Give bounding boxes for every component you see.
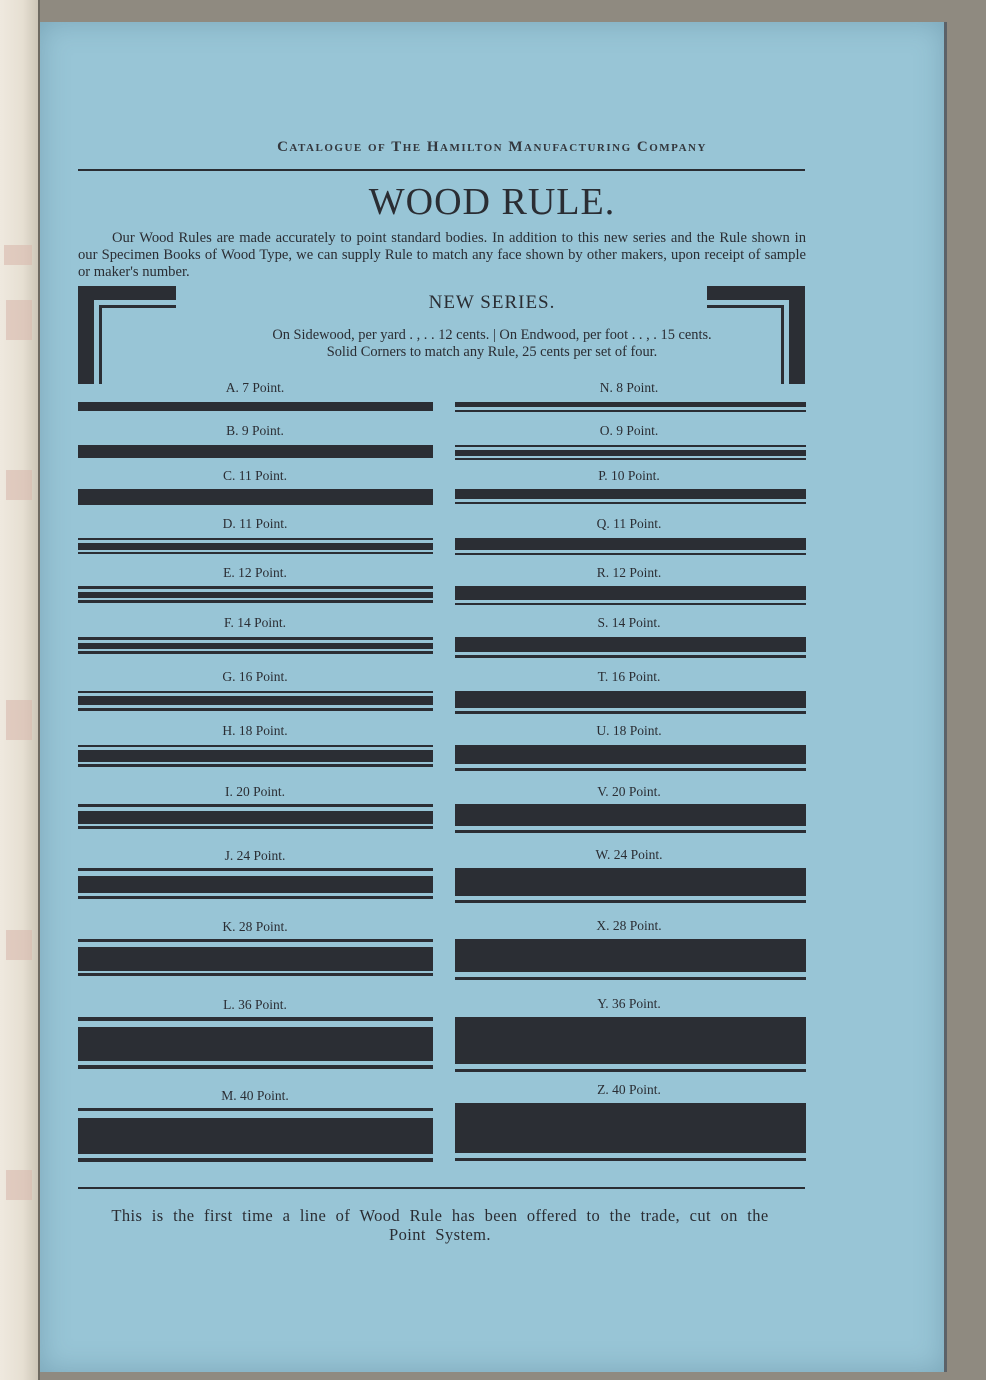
rule-bar [78,586,433,589]
rule-label: C. 11 Point. [222,468,287,483]
rule-bar [78,811,433,824]
rule-bar [78,896,433,899]
rule-specimen [78,538,433,554]
rule-label: U. 18 Point. [596,723,662,738]
rule-specimen [78,637,433,654]
rule-bar [78,939,433,942]
rule-bar [455,553,806,555]
page-title: WOOD RULE. [368,181,616,223]
rule-bar [78,868,433,871]
rule-bar [455,745,806,764]
rule-bar [78,543,433,550]
rule-bar [78,750,433,762]
rule-label: E. 12 Point. [223,565,287,580]
rule-specimen [78,402,433,411]
rule-bar [78,1065,433,1069]
rule-specimen [78,868,433,899]
rule-bar [455,450,806,456]
adjacent-page-print-fragment [6,700,32,740]
rule-specimen [455,1103,806,1161]
rule-label: D. 11 Point. [222,516,288,531]
rule-bar [455,538,806,550]
rule-bar [78,1027,433,1061]
rule-bar [78,804,433,807]
rule-label: N. 8 Point. [599,380,659,395]
rule-bar [78,538,433,540]
rule-specimen [455,1017,806,1072]
rule-bar [455,603,806,605]
rule-bar [78,947,433,971]
rule-bar [455,1069,806,1072]
rule-bar [78,708,433,711]
rule-specimen [78,1017,433,1069]
rule-bar [78,745,433,747]
rule-specimen [455,939,806,980]
rule-bar [455,711,806,714]
section-subtitle: NEW SERIES. [428,292,556,313]
rule-specimen [455,745,806,771]
rule-bar [455,768,806,771]
rule-label: Q. 11 Point. [596,516,662,531]
rule-bar [78,600,433,603]
rule-specimen [455,586,806,605]
price-line-sidewood-endwood: On Sidewood, per yard . , . . 12 cents. | On Endwood, per foot . . , . 15 cents. [272,327,712,343]
rule-label: H. 18 Point. [222,723,288,738]
rule-label: T. 16 Point. [597,669,661,684]
rule-bar [78,651,433,654]
rule-bar [455,637,806,652]
rule-bar [455,586,806,600]
rule-label: K. 28 Point. [222,919,288,934]
rule-bar [455,445,806,447]
rule-bar [455,900,806,903]
rule-bar [78,876,433,893]
rule-specimen [78,1108,433,1162]
rule-bar [78,973,433,976]
rule-bar [455,489,806,499]
rule-label: F. 14 Point. [224,615,286,630]
rule-bar [455,939,806,972]
footer-rule [78,1187,805,1189]
rule-specimen [455,868,806,903]
rule-label: P. 10 Point. [598,468,660,483]
rule-specimen [455,489,806,504]
rule-specimen [78,939,433,976]
rule-label: I. 20 Point. [224,784,285,799]
price-line-corners: Solid Corners to match any Rule, 25 cents per set of four. [326,344,658,360]
adjacent-page-print-fragment [4,245,32,265]
rule-specimen [78,691,433,711]
rule-bar [78,1017,433,1021]
rule-bar [455,402,806,407]
rule-bar [455,868,806,896]
header-rule [78,169,805,171]
rule-specimen [78,445,433,458]
rule-bar [78,764,433,767]
rule-label: S. 14 Point. [597,615,661,630]
adjacent-page-print-fragment [6,470,32,500]
rule-bar [455,655,806,658]
rule-label: R. 12 Point. [596,565,662,580]
rule-bar [78,637,433,640]
rule-bar [78,826,433,829]
rule-bar [455,502,806,504]
adjacent-page-print-fragment [6,1170,32,1200]
adjacent-page-edge [0,0,40,1380]
rule-specimen [455,637,806,658]
rule-bar [455,691,806,708]
footer-note: This is the first time a line of Wood Rule has been offered to the trade, cut on the Point System. [111,1206,769,1244]
rule-bar [455,1017,806,1064]
adjacent-page-print-fragment [6,930,32,960]
rule-bar [78,691,433,693]
rule-bar [455,830,806,833]
rule-label: G. 16 Point. [222,669,288,684]
rule-bar [455,1158,806,1161]
rule-label: M. 40 Point. [221,1088,289,1103]
rule-label: A. 7 Point. [225,380,285,395]
rule-bar [455,1103,806,1153]
rule-bar [78,552,433,554]
rule-label: Y. 36 Point. [597,996,661,1011]
rule-specimen [78,586,433,603]
adjacent-page-print-fragment [6,300,32,340]
rule-label: J. 24 Point. [224,848,286,863]
rule-bar [78,489,433,505]
rule-label: O. 9 Point. [599,423,659,438]
rule-specimen [455,691,806,714]
rule-bar [78,1158,433,1162]
rule-bar [78,1108,433,1111]
rule-bar [78,643,433,649]
rule-bar [455,458,806,460]
rule-label: B. 9 Point. [226,423,284,438]
rule-bar [455,410,806,412]
rule-bar [78,1118,433,1154]
rule-specimen [455,402,806,412]
rule-label: Z. 40 Point. [597,1082,661,1097]
rule-label: X. 28 Point. [596,918,662,933]
running-header: Catalogue of The Hamilton Manufacturing Company [277,139,707,155]
rule-specimen [455,538,806,555]
rule-specimen [455,804,806,833]
rule-specimen [78,489,433,505]
rule-bar [455,977,806,980]
intro-paragraph: Our Wood Rules are made accurately to point standard bodies. In addition to this new series and the Rule shown in our Specimen Books of Wood Type, we can supply Rule to match any face shown by other makers, upon receipt of sample or maker's number. [78,230,806,280]
rule-bar [78,696,433,705]
price-lines [40,327,944,361]
rule-specimen [455,445,806,460]
rule-label: L. 36 Point. [223,997,287,1012]
rule-specimen [78,745,433,767]
rule-label: W. 24 Point. [595,847,663,862]
rule-bar [78,402,433,411]
rule-bar [78,445,433,458]
rule-label: V. 20 Point. [597,784,661,799]
rule-bar [455,804,806,826]
catalogue-page [40,22,947,1372]
rule-bar [78,592,433,598]
rule-specimen [78,804,433,829]
